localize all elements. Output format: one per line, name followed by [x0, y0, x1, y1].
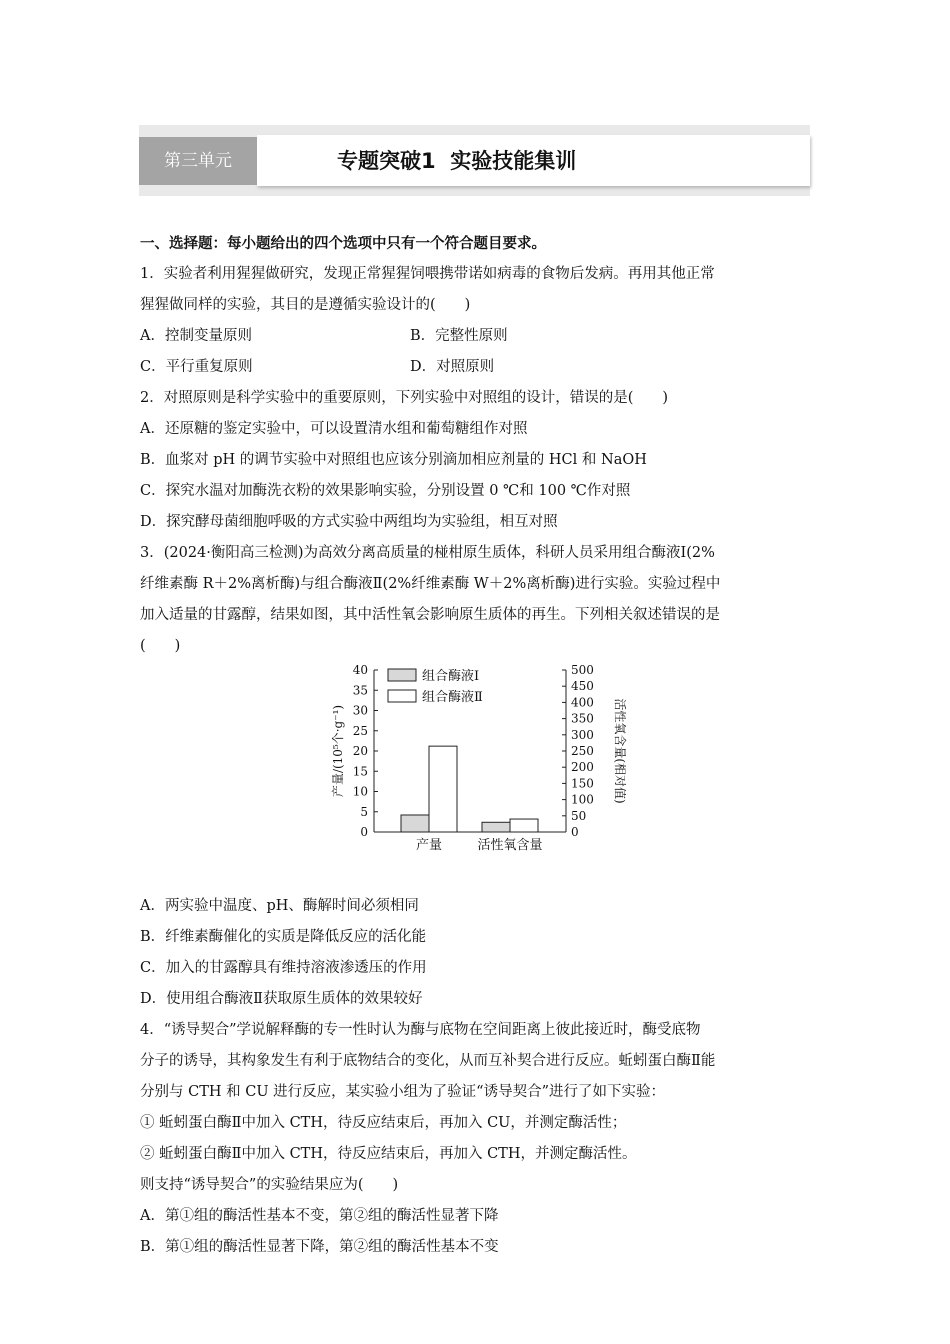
y-tick-label: 40 [352, 664, 368, 677]
q1-options-row [140, 321, 812, 352]
q3-option-c: C．加入的甘露醇具有维持溶液渗透压的作用 [140, 960, 427, 976]
q3-option-a: A．两实验中温度、pH、酶解时间必须相同 [140, 898, 419, 914]
q1-stem-line: 1．实验者利用猩猩做研究，发现正常猩猩饲喂携带诺如病毒的食物后发病。再用其他正常 [140, 266, 715, 282]
q2-option-d: D．探究酵母菌细胞呼吸的方式实验中两组均为实验组，相互对照 [140, 514, 558, 530]
legend-label: 组合酶液Ⅱ [422, 690, 483, 705]
bar-1-1 [401, 815, 429, 832]
q4-step-1: ① 蚯蚓蛋白酶Ⅱ中加入 CTH，待反应结束后，再加入 CU，并测定酶活性； [140, 1115, 627, 1131]
y2-tick-label: 50 [571, 808, 587, 823]
q4-stem-line: 分子的诱导，其构象发生有利于底物结合的变化，从而互补契合进行反应。蚯蚓蛋白酶Ⅱ能 [140, 1053, 716, 1069]
chart-container [140, 662, 812, 891]
q1-options-row [140, 352, 812, 383]
y-tick-label: 20 [352, 744, 368, 758]
x-tick-label: 活性氧含量 [477, 838, 543, 853]
y-tick-label: 10 [352, 784, 368, 799]
q3-stem-line: ( ) [140, 638, 181, 654]
q4-option-b: B．第①组的酶活性显著下降，第②组的酶活性基本不变 [140, 1239, 499, 1255]
section-heading: 一、选择题：每小题给出的四个选项中只有一个符合题目要求。 [140, 235, 546, 252]
y2-axis-title: 活性氧含量(相对值) [613, 698, 627, 804]
y2-tick-label: 300 [571, 727, 594, 742]
y-tick-label: 0 [360, 825, 368, 839]
q1-option-a: A．控制变量原则 [140, 328, 252, 344]
bar-2-1 [429, 746, 457, 832]
y2-tick-label: 200 [571, 760, 594, 775]
q1-option-d: D．对照原则 [410, 359, 495, 375]
y2-tick-label: 250 [571, 744, 594, 758]
y2-tick-label: 450 [571, 679, 594, 694]
q2-option-c: C．探究水温对加酶洗衣粉的效果影响实验，分别设置 0 ℃和 100 ℃作对照 [140, 483, 631, 499]
q4-question: 则支持“诱导契合”的实验结果应为( ) [140, 1177, 399, 1193]
y2-tick-label: 400 [571, 695, 594, 710]
document-body [140, 228, 812, 1263]
q2-option-b: B．血浆对 pH 的调节实验中对照组也应该分别滴加相应剂量的 HCl 和 NaOH [140, 452, 647, 468]
q3-option-d: D．使用组合酶液Ⅱ获取原生质体的效果较好 [140, 991, 423, 1007]
q4-option-a: A．第①组的酶活性基本不变，第②组的酶活性显著下降 [140, 1208, 499, 1224]
q4-stem-line: 分别与 CTH 和 CU 进行反应，某实验小组为了验证“诱导契合”进行了如下实验： [140, 1084, 665, 1100]
q1-option-c: C．平行重复原则 [140, 359, 253, 375]
q3-stem-line: 3．(2024·衡阳高三检测)为高效分离高质量的椪柑原生质体，科研人员采用组合酶液Ⅰ(2% [140, 545, 715, 561]
q2-stem-line: 2．对照原则是科学实验中的重要原则，下列实验中对照组的设计，错误的是( ) [140, 390, 669, 406]
y2-tick-label: 500 [571, 664, 594, 677]
y2-tick-label: 0 [571, 825, 579, 839]
y-tick-label: 25 [352, 723, 368, 738]
legend-swatch [388, 669, 416, 681]
unit-tag: 第三单元 [139, 137, 257, 185]
y2-tick-label: 100 [571, 792, 594, 807]
q2-option-a: A．还原糖的鉴定实验中，可以设置清水组和葡萄糖组作对照 [140, 421, 528, 437]
page-title: 专题突破1 实验技能集训 [337, 149, 577, 173]
q1-option-b: B．完整性原则 [410, 328, 508, 344]
bar-1-2 [482, 822, 510, 832]
y-tick-label: 35 [352, 683, 368, 698]
y-tick-label: 5 [360, 804, 368, 819]
q4-stem-line: 4．“诱导契合”学说解释酶的专一性时认为酶与底物在空间距离上彼此接近时，酶受底物 [140, 1022, 701, 1038]
q3-option-b: B．纤维素酶催化的实质是降低反应的活化能 [140, 929, 427, 945]
legend-swatch [388, 690, 416, 702]
bar-chart [330, 664, 630, 889]
q4-step-2: ② 蚯蚓蛋白酶Ⅱ中加入 CTH，待反应结束后，再加入 CTH，并测定酶活性。 [140, 1146, 637, 1162]
y-tick-label: 30 [352, 703, 368, 718]
y2-tick-label: 350 [571, 711, 594, 726]
q3-stem-line: 加入适量的甘露醇，结果如图，其中活性氧会影响原生质体的再生。下列相关叙述错误的是 [140, 607, 720, 623]
y2-tick-label: 150 [571, 776, 594, 791]
bar-2-2 [510, 819, 538, 832]
legend-label: 组合酶液Ⅰ [422, 669, 480, 684]
q1-stem-line: 猩猩做同样的实验，其目的是遵循实验设计的( ) [140, 297, 471, 313]
x-tick-label: 产量 [415, 838, 443, 853]
y-tick-label: 15 [352, 764, 368, 779]
y-axis-title: 产量/(10⁵个·g⁻¹) [331, 704, 345, 798]
q3-stem-line: 纤维素酶 R＋2%离析酶)与组合酶液Ⅱ(2%纤维素酶 W＋2%离析酶)进行实验。实验过程中 [140, 576, 721, 592]
